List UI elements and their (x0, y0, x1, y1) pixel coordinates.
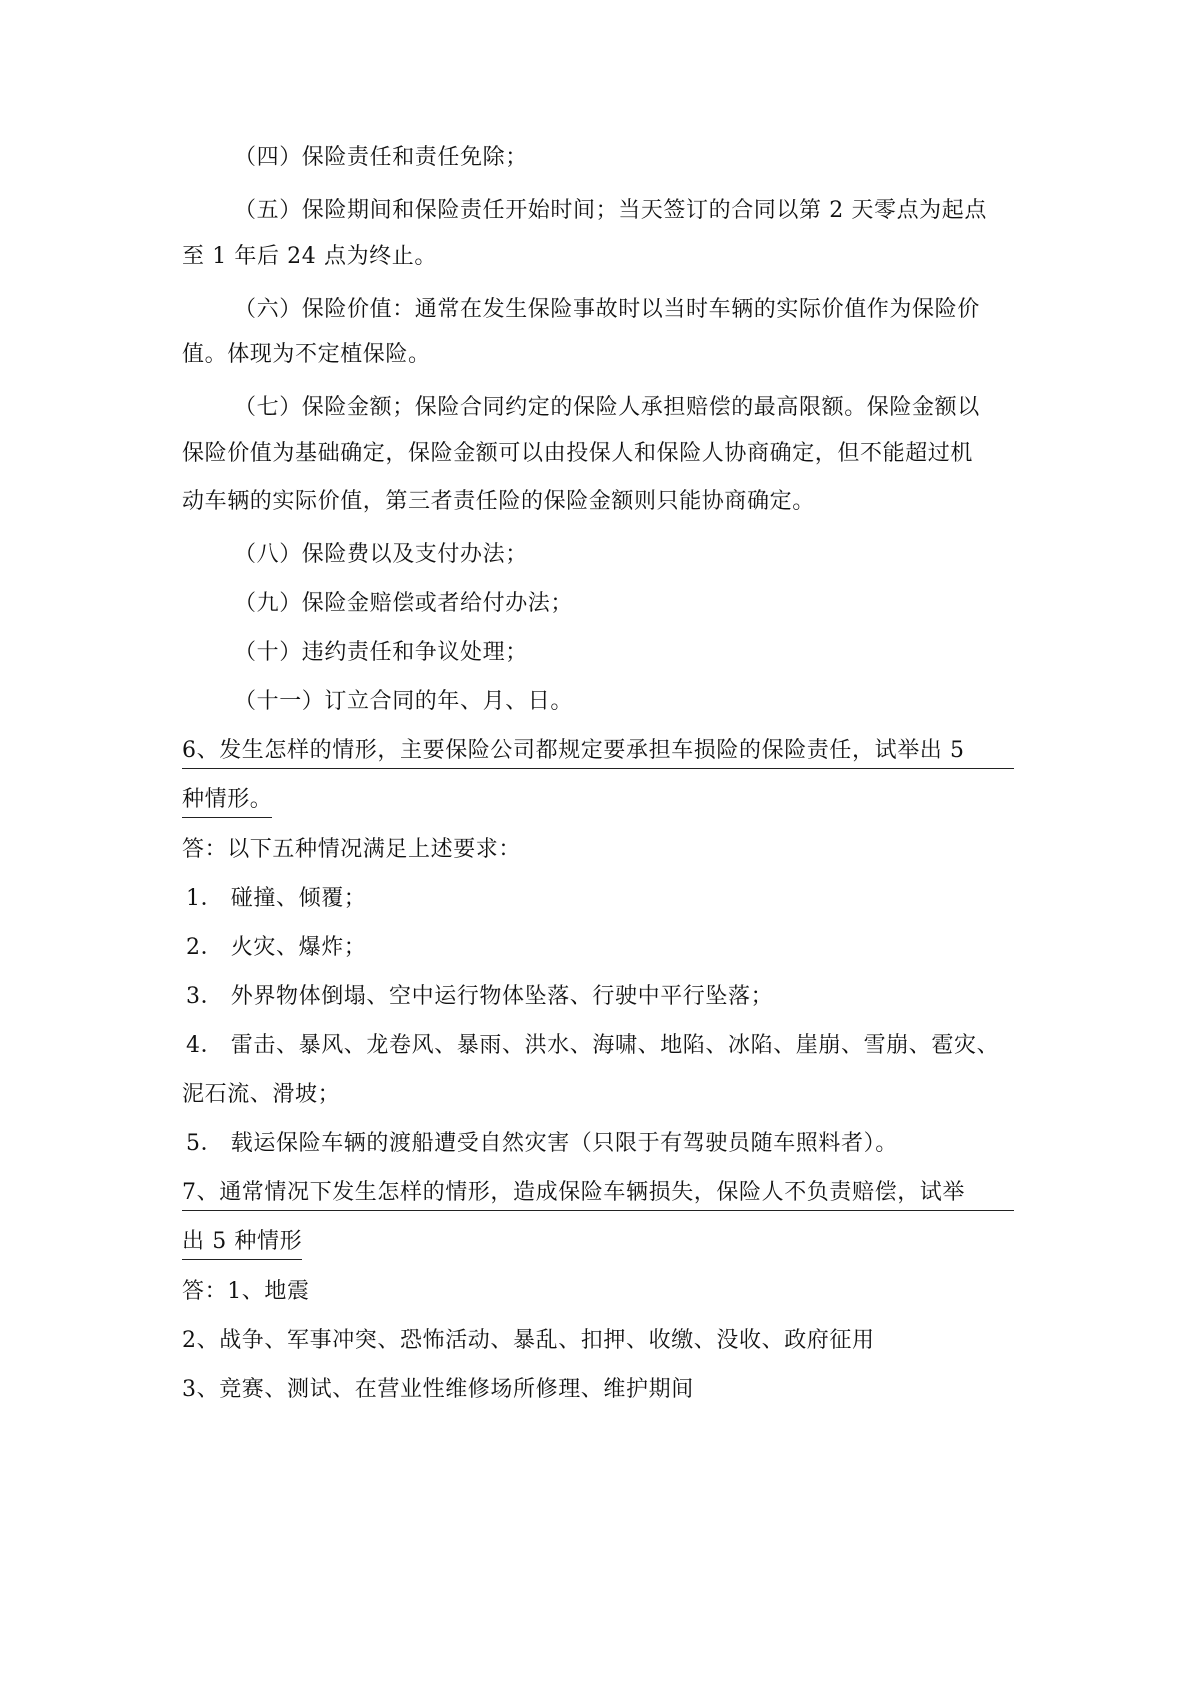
question-7-line-1: 7、通常情况下发生怎样的情形，造成保险车辆损失，保险人不负责赔偿，试举 (182, 1178, 1014, 1211)
clause-8: （八）保险费以及支付办法； (234, 542, 528, 567)
clause-10: （十）违约责任和争议处理； (234, 640, 528, 665)
clause-9: （九）保险金赔偿或者给付办法； (234, 591, 574, 616)
question-7-line-2: 出 5 种情形 (182, 1227, 302, 1260)
answer-6-point-4: 4． 雷击、暴风、龙卷风、暴雨、洪水、海啸、地陷、冰陷、崖崩、雪崩、雹灾、 (186, 1033, 1000, 1058)
answer-7-point-2: 2、战争、军事冲突、恐怖活动、暴乱、扣押、收缴、没收、政府征用 (182, 1328, 875, 1353)
clause-5: （五）保险期间和保险责任开始时间；当天签订的合同以第 2 天零点为起点 (234, 198, 987, 223)
clause-7: （七）保险金额；保险合同约定的保险人承担赔偿的最高限额。保险金额以 (234, 395, 980, 420)
answer-6-point-3: 3． 外界物体倒塌、空中运行物体坠落、行驶中平行坠落； (186, 984, 774, 1009)
clause-6-cont: 值。体现为不定植保险。 (182, 342, 431, 367)
question-6-line-1: 6、发生怎样的情形，主要保险公司都规定要承担车损险的保险责任，试举出 5 (182, 736, 1014, 769)
question-6-line-2: 种情形。 (182, 785, 272, 818)
answer-7: 答：1、地震 (182, 1279, 310, 1304)
answer-6-point-4-cont: 泥石流、滑坡； (182, 1082, 341, 1107)
clause-11: （十一）订立合同的年、月、日。 (234, 689, 574, 714)
answer-6-point-2: 2． 火灾、爆炸； (186, 935, 367, 960)
answer-6-point-5: 5． 载运保险车辆的渡船遭受自然灾害（只限于有驾驶员随车照料者）。 (186, 1131, 898, 1156)
answer-6-point-1: 1． 碰撞、倾覆； (186, 886, 367, 911)
answer-7-point-3: 3、竞赛、测试、在营业性维修场所修理、维护期间 (182, 1377, 694, 1402)
clause-5-cont: 至 1 年后 24 点为终止。 (182, 244, 437, 269)
clause-4: （四）保险责任和责任免除； (234, 145, 528, 170)
clause-7-cont-2: 动车辆的实际价值，第三者责任险的保险金额则只能协商确定。 (182, 489, 815, 514)
answer-6: 答：以下五种情况满足上述要求： (182, 837, 522, 862)
clause-6: （六）保险价值：通常在发生保险事故时以当时车辆的实际价值作为保险价 (234, 297, 980, 322)
clause-7-cont-1: 保险价值为基础确定，保险金额可以由投保人和保险人协商确定，但不能超过机 (182, 441, 974, 466)
